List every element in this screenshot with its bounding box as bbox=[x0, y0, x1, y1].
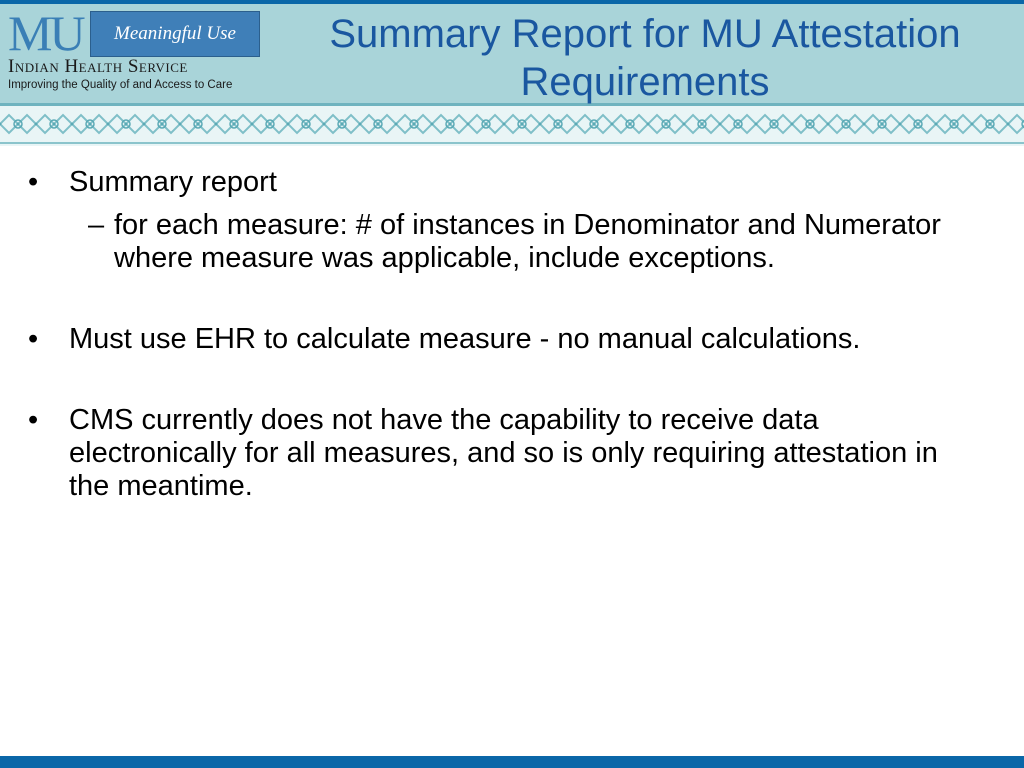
decorative-pattern-strip bbox=[0, 106, 1024, 146]
bullet-item bbox=[28, 166, 978, 199]
sub-bullet-text: for each measure: # of instances in Denominator and Numerator where measure was applicable, include exceptions. bbox=[114, 209, 941, 274]
bullet-item bbox=[28, 323, 978, 356]
sub-bullet-marker: – bbox=[88, 209, 105, 241]
pattern-icon bbox=[0, 106, 1024, 142]
bullet-text: Summary report bbox=[69, 166, 277, 198]
bullet-marker: • bbox=[28, 404, 39, 436]
bullet-text: CMS currently does not have the capability to receive data electronically for all measures, and so is only requiring attestation in the meantime. bbox=[69, 404, 938, 502]
footer-rule bbox=[0, 756, 1024, 768]
logo-badge: Meaningful Use bbox=[90, 11, 260, 57]
slide-content bbox=[28, 166, 978, 503]
bullet-text: Must use EHR to calculate measure - no manual calculations. bbox=[69, 323, 861, 355]
logo-tagline: Improving the Quality of and Access to Care bbox=[8, 79, 233, 91]
pattern-bottom-rule bbox=[0, 142, 1024, 144]
logo-org-name: Indian Health Service bbox=[8, 56, 188, 77]
slide-title: Summary Report for MU Attestation Requirements bbox=[329, 12, 961, 104]
logo-mark: MU bbox=[8, 5, 83, 61]
bullet-item bbox=[28, 404, 978, 503]
ihs-logo bbox=[8, 5, 260, 96]
bullet-marker: • bbox=[28, 323, 39, 355]
header-top-rule bbox=[0, 0, 1024, 4]
sub-bullet-item bbox=[28, 209, 978, 275]
bullet-marker: • bbox=[28, 166, 39, 198]
